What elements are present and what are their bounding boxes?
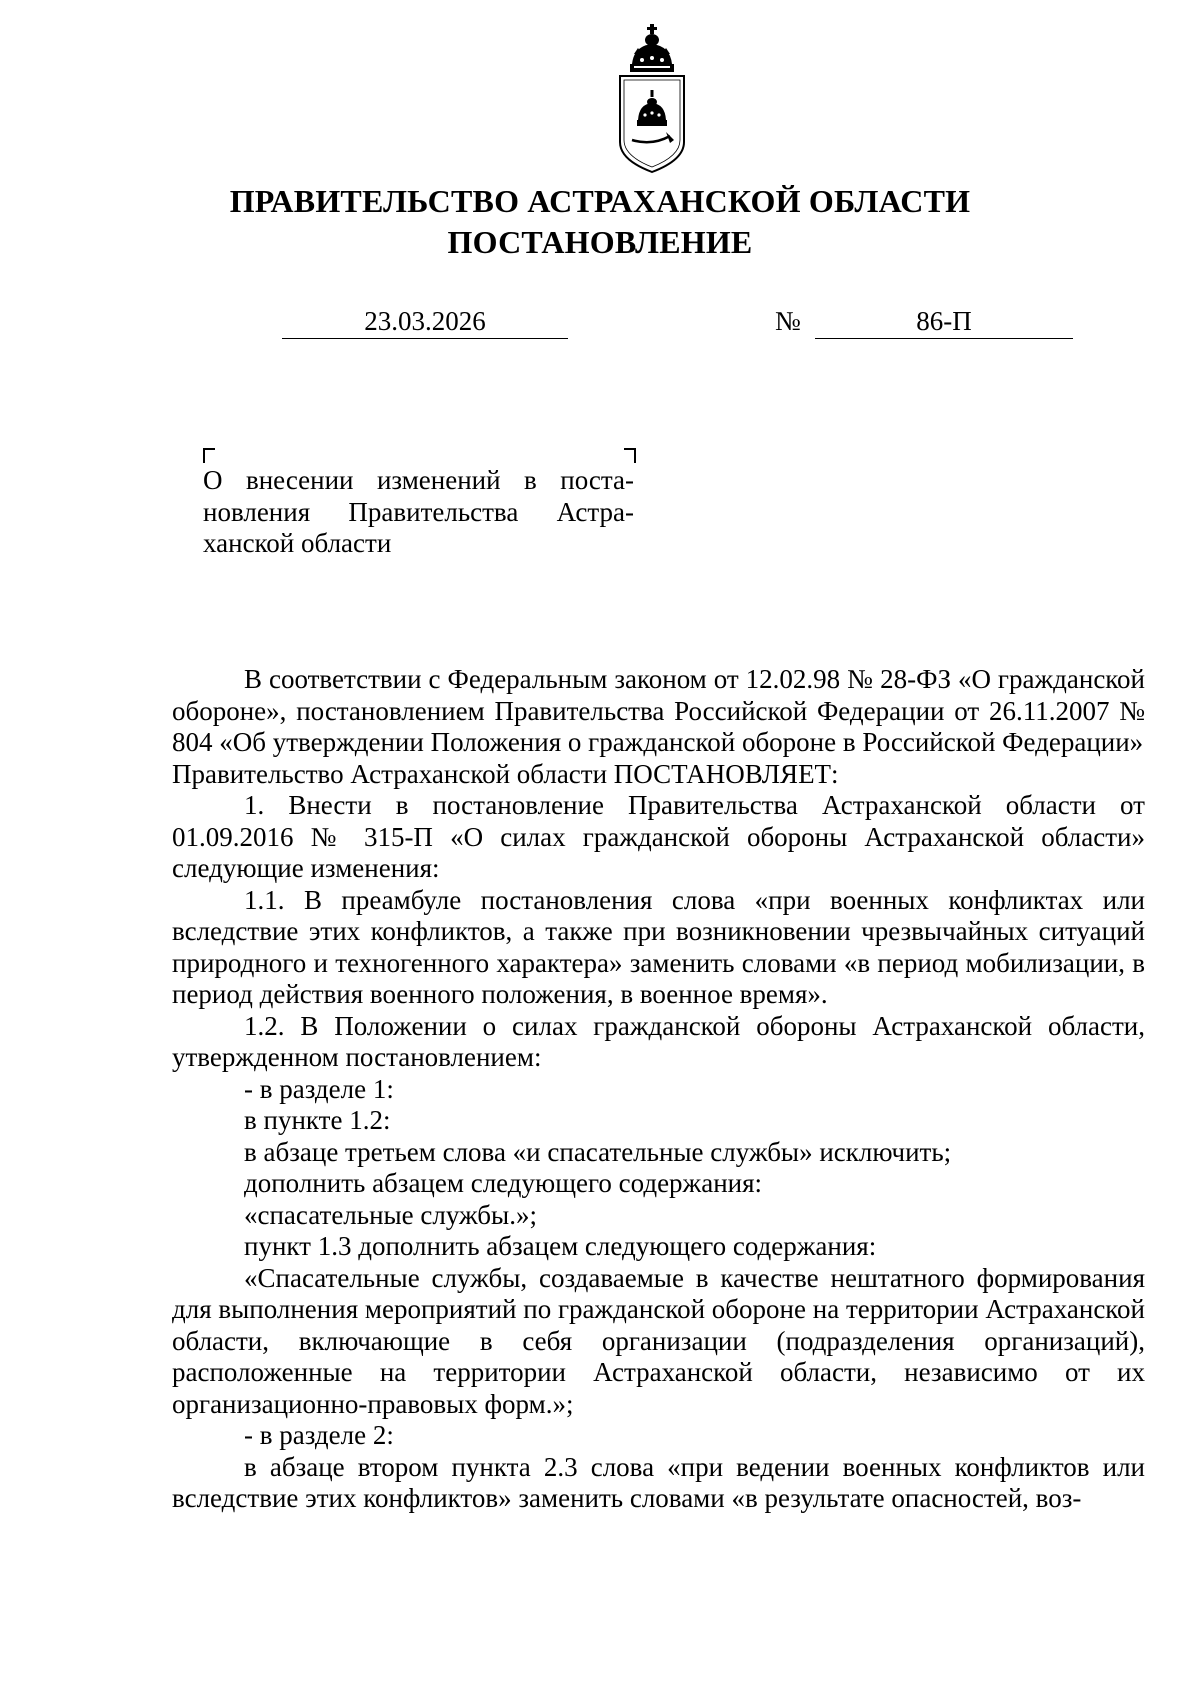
paragraph-section-2: - в разделе 2: [244, 1420, 394, 1450]
paragraph-add-abzac: дополнить абзацем следующего содержания: [244, 1168, 763, 1198]
astrakhan-coat-of-arms-icon [612, 24, 692, 174]
paragraph-rescue-services: «спасательные службы.»; [244, 1199, 537, 1230]
document-number: 86-П [815, 304, 1073, 339]
paragraph-preamble: В соответствии с Федеральным законом от 12.02.98 № 28-ФЗ «О гражданской обороне», постановлением Правительства Российской Федерации от 26.11.2007 № 804 «Об утверждении Положения о гражданской обороне в Российской Федерации» [172, 664, 1145, 757]
paragraph-item-1: 1. Внести в постановление Правительства Астраханской области от 01.09.2016 № 315-П «О силах гражданской обороны Астраханской области» следующие изменения: [172, 790, 1145, 883]
paragraph-resolves: Правительство Астраханской области ПОСТАНОВЛЯЕТ: [172, 758, 839, 789]
coat-of-arms-emblem [612, 24, 692, 174]
number-sign: № [775, 306, 801, 336]
document-body [172, 664, 1145, 1515]
subject-corner-right [624, 448, 636, 463]
paragraph-third-abzac: в абзаце третьем слова «и спасательные службы» исключить; [244, 1136, 952, 1167]
organization-title: ПРАВИТЕЛЬСТВО АСТРАХАНСКОЙ ОБЛАСТИ [229, 183, 971, 219]
paragraph-point-1-3: пункт 1.3 дополнить абзацем следующего содержания: [244, 1231, 877, 1261]
paragraph-item-1-1: 1.1. В преамбуле постановления слова «при военных конфликтах или вследствие этих конфликтов, а также при возникновении чрезвычайных ситуаций природного и техногенного характера» заменить словами «в период мобилизации, в период действия военного положения, в военное время». [172, 884, 1145, 1009]
subject-line: новления Правительства Астра- [203, 496, 634, 527]
subject-line: ханской области [203, 528, 392, 558]
document-subject [203, 465, 634, 560]
paragraph-point-2-3: в абзаце втором пункта 2.3 слова «при ведении военных конфликтов или вследствие этих конфликтов» заменить словами «в результате опасностей, воз- [172, 1451, 1145, 1513]
paragraph-rescue-definition: «Спасательные службы, создаваемые в качестве нештатного формирования для выполнения мероприятий по гражданской обороне на территории Астраханской области, включающие в себя организации (подразделения организаций), расположенные на территории Астраханской области, независимо от их организационно-правовых форм.»; [172, 1262, 1145, 1419]
subject-line: О внесении изменений в поста- [203, 465, 634, 495]
document-date: 23.03.2026 [282, 304, 568, 339]
paragraph-point-1-2: в пункте 1.2: [244, 1105, 391, 1135]
paragraph-item-1-2: 1.2. В Положении о силах гражданской обороны Астраханской области, утвержденном постановлением: [172, 1010, 1145, 1072]
document-type-title: ПОСТАНОВЛЕНИЕ [447, 224, 753, 260]
paragraph-section-1: - в разделе 1: [244, 1073, 394, 1104]
subject-corner-left [203, 448, 215, 463]
